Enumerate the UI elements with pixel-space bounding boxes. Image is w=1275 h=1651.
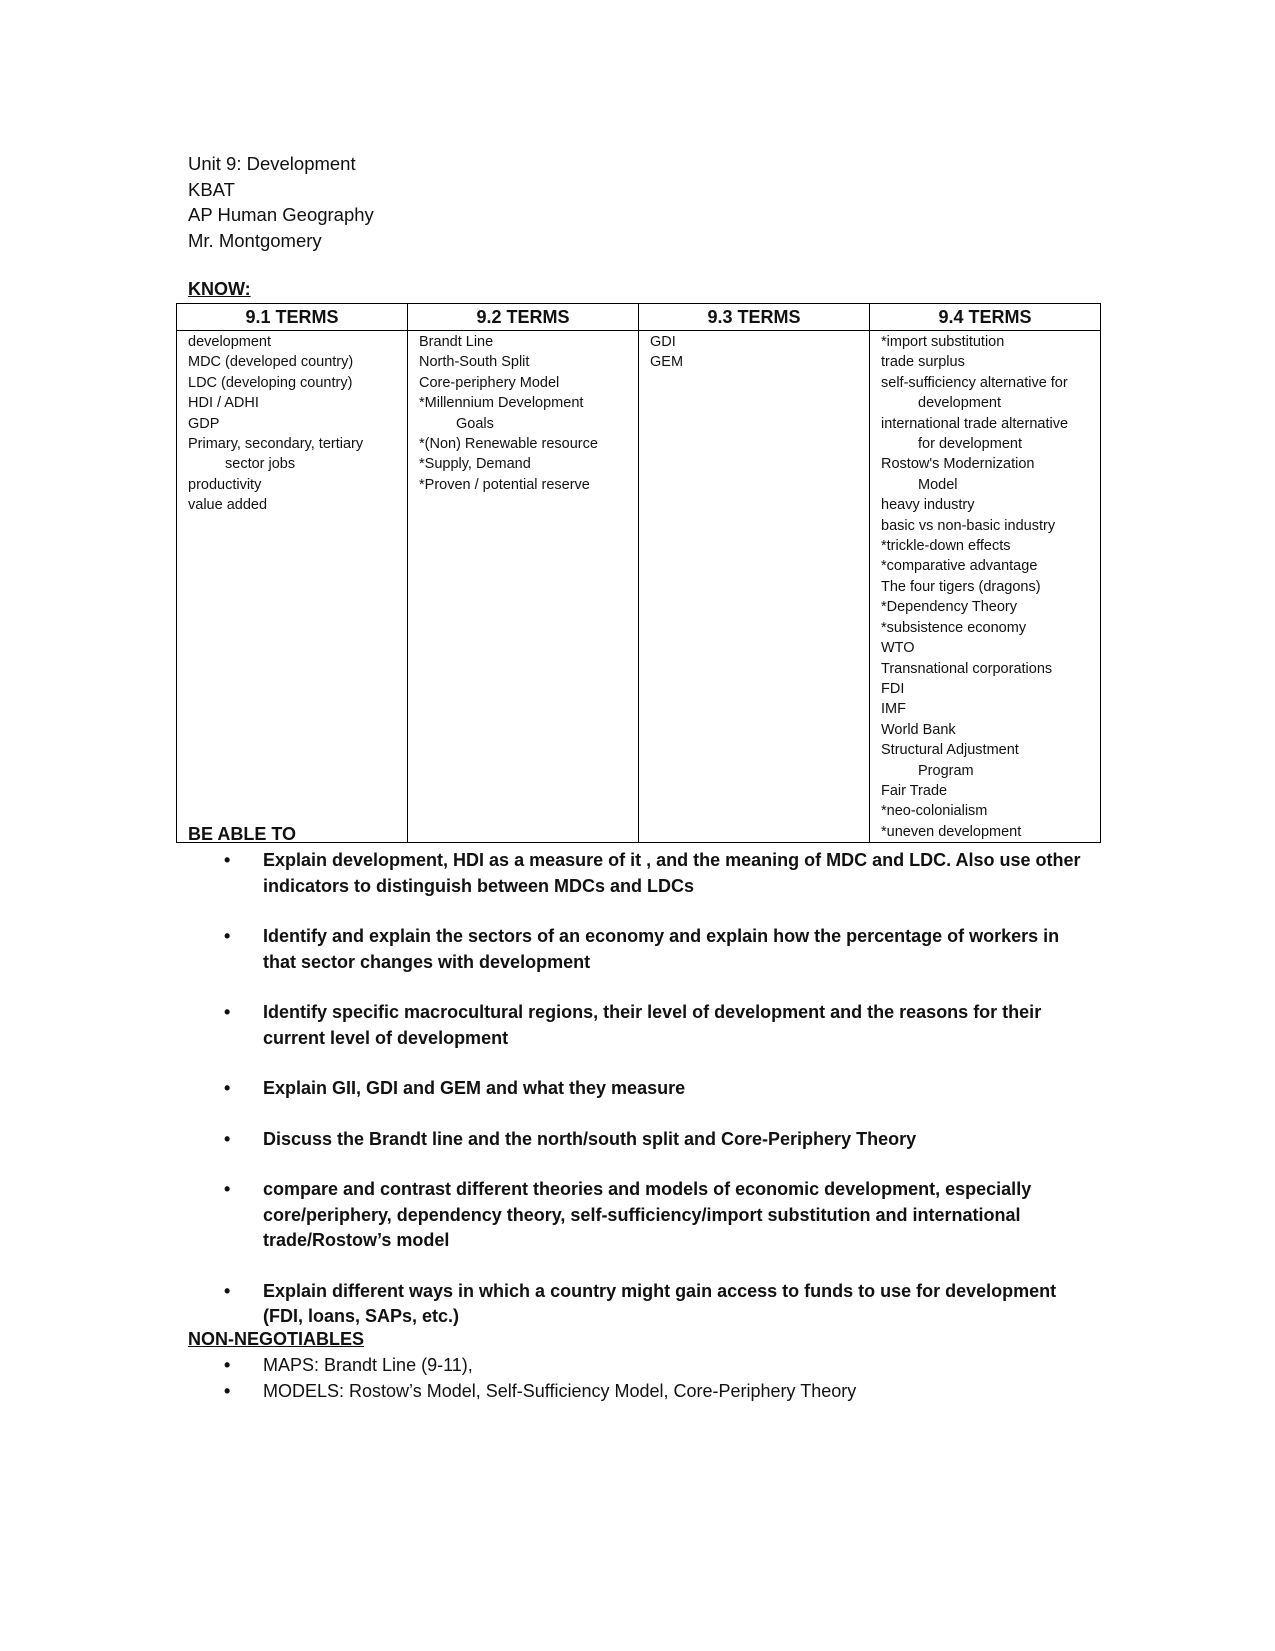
term-item: *import substitution [881, 334, 1005, 350]
bullet-text: Explain different ways in which a country might gain access to funds to use for development (FDI, loans, SAPs, etc.) [263, 1280, 1057, 1326]
term-item: Program [918, 762, 974, 779]
bullet-text: Identify and explain the sectors of an economy and explain how the percentage of workers in that sector changes with development [263, 926, 1060, 972]
course-name: AP Human Geography [188, 204, 374, 225]
term-item: trade surplus [881, 354, 965, 371]
terms-table [176, 303, 1101, 843]
bullet-item [188, 1177, 1088, 1254]
bullet-text: Identify specific macrocultural regions, their level of development and the reasons for their current level of development [263, 1002, 1042, 1048]
term-item: FDI [881, 680, 905, 697]
bullet-icon: • [224, 1280, 231, 1301]
bullet-item [188, 848, 1088, 899]
term-item: *(Non) Renewable resource [419, 436, 598, 453]
term-item: *Supply, Demand [419, 456, 531, 473]
term-item: GEM [650, 354, 684, 371]
term-item: Fair Trade [881, 782, 948, 799]
term-item: World Bank [881, 721, 956, 738]
term-item: Goals [456, 415, 494, 432]
bullet-item [188, 924, 1088, 975]
bullet-item [188, 1127, 1088, 1153]
terms-list-9-1 [177, 331, 408, 843]
bullet-item [188, 1076, 1088, 1102]
bullet-text: Explain development, HDI as a measure of it , and the meaning of MDC and LDC. Also use other indicators to distinguish between MDCs and LDCs [263, 850, 1081, 896]
term-item: development [188, 334, 272, 350]
term-item: *subsistence economy [881, 619, 1027, 636]
term-item: *uneven development [881, 823, 1022, 840]
term-item: The four tigers (dragons) [881, 578, 1041, 595]
terms-table-header-row [177, 304, 1101, 331]
term-item: GDI [650, 334, 676, 350]
term-item: development [918, 395, 1002, 412]
term-item: sector jobs [225, 456, 296, 473]
term-item: Structural Adjustment [881, 742, 1019, 759]
term-item: self-sufficiency alternative for [881, 374, 1068, 391]
term-item: for development [918, 436, 1022, 453]
be-able-to-heading: BE ABLE TO [188, 824, 297, 844]
bullet-icon: • [224, 1128, 231, 1149]
column-heading-9-2: 9.2 TERMS [408, 304, 639, 331]
unit-title: Unit 9: Development [188, 153, 356, 174]
column-heading-9-1: 9.1 TERMS [177, 304, 408, 331]
term-item: *comparative advantage [881, 558, 1038, 575]
terms-list-9-4 [870, 331, 1101, 843]
term-item: heavy industry [881, 497, 975, 514]
term-item: LDC (developing country) [188, 374, 353, 391]
term-item: *trickle-down effects [881, 538, 1011, 555]
non-negotiables-list [188, 1352, 1088, 1404]
term-item: North-South Split [419, 354, 530, 371]
term-item: MDC (developed country) [188, 354, 354, 371]
document-type: KBAT [188, 178, 235, 200]
term-item: productivity [188, 476, 262, 493]
non-negotiables-heading: NON-NEGOTIABLES [188, 1329, 365, 1349]
know-heading: KNOW: [188, 279, 251, 299]
bullet-text: MAPS: Brandt Line (9-11), [263, 1355, 473, 1375]
term-item: Primary, secondary, tertiary [188, 436, 364, 453]
term-item: *neo-colonialism [881, 803, 988, 820]
bullet-item [188, 1378, 1088, 1404]
term-item: *Millennium Development [419, 395, 584, 412]
bullet-item [188, 1352, 1088, 1378]
bullet-icon: • [224, 1355, 231, 1375]
term-item: HDI / ADHI [188, 395, 259, 412]
term-item: GDP [188, 415, 220, 432]
term-item: Transnational corporations [881, 660, 1053, 677]
document-header [188, 151, 374, 253]
bullet-icon: • [224, 1078, 231, 1098]
bullet-icon: • [224, 926, 231, 946]
term-item: WTO [881, 640, 915, 657]
bullet-icon: • [224, 1002, 231, 1022]
terms-list-9-2 [408, 331, 639, 843]
column-heading-9-4: 9.4 TERMS [870, 304, 1101, 331]
term-item: basic vs non-basic industry [881, 517, 1056, 534]
term-item: international trade alternative [881, 415, 1069, 432]
bullet-icon: • [224, 850, 231, 870]
bullet-item [188, 1279, 1088, 1330]
column-heading-9-3: 9.3 TERMS [639, 304, 870, 331]
term-item: value added [188, 497, 268, 514]
term-item: IMF [881, 701, 906, 718]
be-able-to-list [188, 848, 1088, 1355]
bullet-text: Discuss the Brandt line and the north/south split and Core-Periphery Theory [263, 1128, 917, 1149]
term-item: Model [918, 476, 958, 493]
term-item: Brandt Line [419, 334, 494, 350]
bullet-text: MODELS: Rostow’s Model, Self-Sufficiency Model, Core-Periphery Theory [263, 1381, 857, 1401]
term-item: *Dependency Theory [881, 599, 1017, 616]
term-item: *Proven / potential reserve [419, 476, 590, 493]
bullet-icon: • [224, 1381, 231, 1401]
terms-list-9-3 [639, 331, 870, 843]
bullet-text: Explain GII, GDI and GEM and what they measure [263, 1078, 686, 1098]
term-item: Rostow's Modernization [881, 456, 1035, 473]
terms-table-body-row [177, 331, 1101, 843]
bullet-item [188, 1000, 1088, 1051]
bullet-icon: • [224, 1179, 231, 1199]
term-item: Core-periphery Model [419, 374, 560, 391]
teacher-name: Mr. Montgomery [188, 229, 322, 251]
bullet-text: compare and contrast different theories and models of economic development, especially core/periphery, dependency theory, self-sufficiency/import substitution and international trade/Rostow’s model [263, 1179, 1032, 1250]
